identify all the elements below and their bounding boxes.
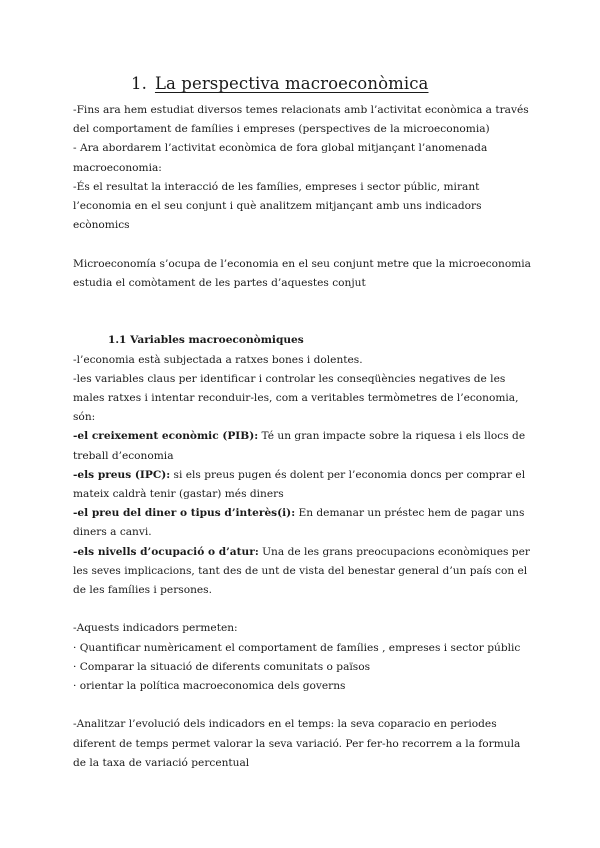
variable-item-ipc [73,466,533,504]
variable-text: Una de les grans preocupacions econòmiques per les seves implicacions, tant des de unt de vista del benestar general d’un país con el de les famílies i persones. [73,545,530,597]
variable-label: -el creixement econòmic (PIB): [73,430,259,443]
spacer [73,696,533,715]
variable-item-employment [73,543,533,601]
list-item: · orientar la política macroeconomica dels governs [73,680,346,693]
list-item: · Quantificar numèricament el comportament de famílies , empreses i sector públic [73,641,521,654]
closing-paragraph: -Analitzar l’evolució dels indicadors en el temps: la seva coparacio en periodes diferent de temps permet valorar la seva variació. Per fer-ho recorrem a la formula de la taxa de variació percentual [73,718,521,769]
section-line-1: -l’economia està subjectada a ratxes bones i dolentes. [73,353,363,366]
spacer [73,312,533,331]
intro-paragraph-3: -És el resultat la interacció de les famílies, empreses i sector públic, mirant l’economia en el seu conjunt i què analitzem mitjançant amb uns indicadors ecònomics [73,180,482,232]
spacer [73,600,533,619]
indicators-intro: -Aquests indicadors permeten: [73,622,238,635]
intro-paragraph-2: - Ara abordarem l’activitat econòmica de fora global mitjançant l’anomenada macroeconomia: [73,142,488,174]
spacer [73,293,533,312]
variable-label: -el preu del diner o tipus d’interès(i): [73,507,296,520]
variable-label: -els preus (IPC): [73,468,171,481]
list-item: · Comparar la situació de diferents comunitats o països [73,660,371,673]
section-heading-variables: 1.1 Variables macroeconòmiques [108,334,304,347]
heading-number: 1. [131,74,147,93]
section-line-2: -les variables claus per identificar i controlar les conseqüències negatives de les males ratxes i intentar reconduir-les, com a veritables termòmetres de l’economia, són: [73,372,519,424]
variable-item-interest [73,504,533,542]
variable-text: En demanar un préstec hem de pagar uns diners a canvi. [73,507,525,539]
note-paragraph: Microeconomía s’ocupa de l’economia en el seu conjunt metre que la microeconomia estudia el comòtament de les partes d’aquestes conjut [73,257,531,289]
variable-text: si els preus pugen és dolent per l’economia doncs per comprar el mateix caldrà tenir (gastar) més diners [73,468,526,501]
spacer [73,235,533,254]
variable-label: -els nivells d’ocupació o d’atur: [73,545,259,558]
heading-title: La perspectiva macroeconòmica [154,74,429,93]
intro-paragraph-1: -Fins ara hem estudiat diversos temes relacionats amb l’activitat econòmica a través del comportament de famílies i empreses (perspectives de la microeconomia) [73,104,529,136]
page-title [131,74,429,93]
document-body [73,101,533,773]
variable-item-pib [73,427,533,465]
variable-text: Té un gran impacte sobre la riquesa i els llocs de treball d’economia [73,430,526,462]
